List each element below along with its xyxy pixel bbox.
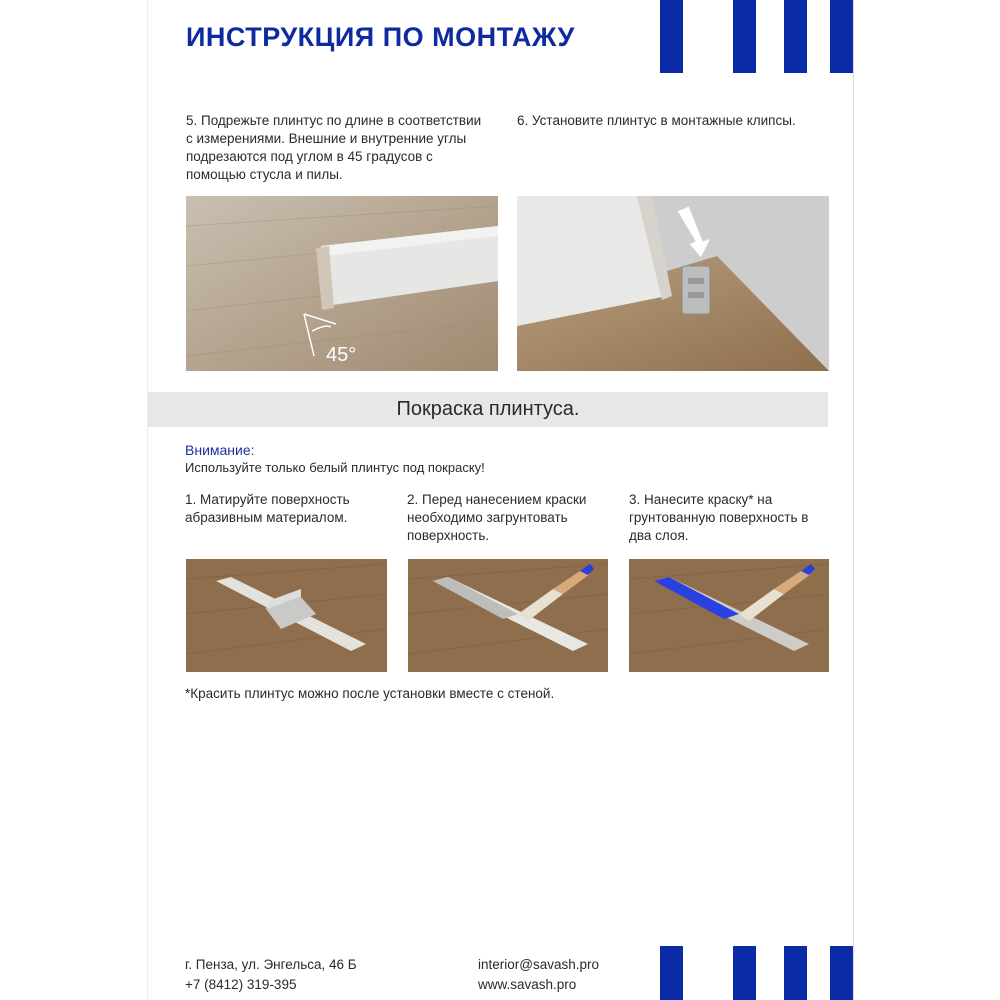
page-title: ИНСТРУКЦИЯ ПО МОНТАЖУ [186, 22, 575, 52]
top-stripe [733, 0, 756, 73]
paint-step-1-text: 1. Матируйте поверхность абразивным материалом. [185, 492, 350, 525]
footer-website[interactable]: www.savash.pro [478, 977, 577, 992]
angle-label: 45° [326, 344, 357, 366]
paint-step-2-text: 2. Перед нанесением краски необходимо загрунтовать поверхность. [407, 492, 587, 543]
top-stripe [660, 0, 683, 73]
painting-photo [629, 559, 829, 672]
bottom-stripe [660, 946, 683, 1000]
footer-contact-right [478, 955, 599, 995]
footer-phone: +7 (8412) 319-395 [185, 977, 297, 992]
painting-footnote: *Красить плинтус можно после установки вместе с стеной. [185, 686, 555, 701]
page-right-edge [853, 0, 854, 1000]
baseboard-cut-photo [186, 196, 498, 371]
install-step-5-text: 5. Подрежьте плинтус по длине в соответствии с измерениями. Внешние и внутренние углы подрезаются под углом в 45 градусов с помощью стусла и пилы. [186, 113, 482, 182]
bottom-stripe [830, 946, 853, 1000]
sanding-photo [186, 559, 387, 672]
footer-email[interactable]: interior@savash.pro [478, 957, 600, 972]
footer-address: г. Пенза, ул. Энгельса, 46 Б [185, 957, 357, 972]
install-step-6-text: 6. Установите плинтус в монтажные клипсы. [517, 113, 796, 128]
footer-contact-left [185, 955, 357, 995]
attention-text: Используйте только белый плинтус под покраску! [185, 460, 485, 475]
top-stripe [830, 0, 853, 73]
clip-mounting-photo [517, 196, 829, 371]
painting-section-title: Покраска плинтуса. [148, 392, 828, 427]
bottom-stripe [784, 946, 807, 1000]
paint-step-3-text: 3. Нанесите краску* на грунтованную поверхность в два слоя. [629, 492, 809, 543]
priming-photo [408, 559, 608, 672]
top-stripe [784, 0, 807, 73]
attention-title: Внимание: [185, 442, 255, 458]
bottom-stripe [733, 946, 756, 1000]
